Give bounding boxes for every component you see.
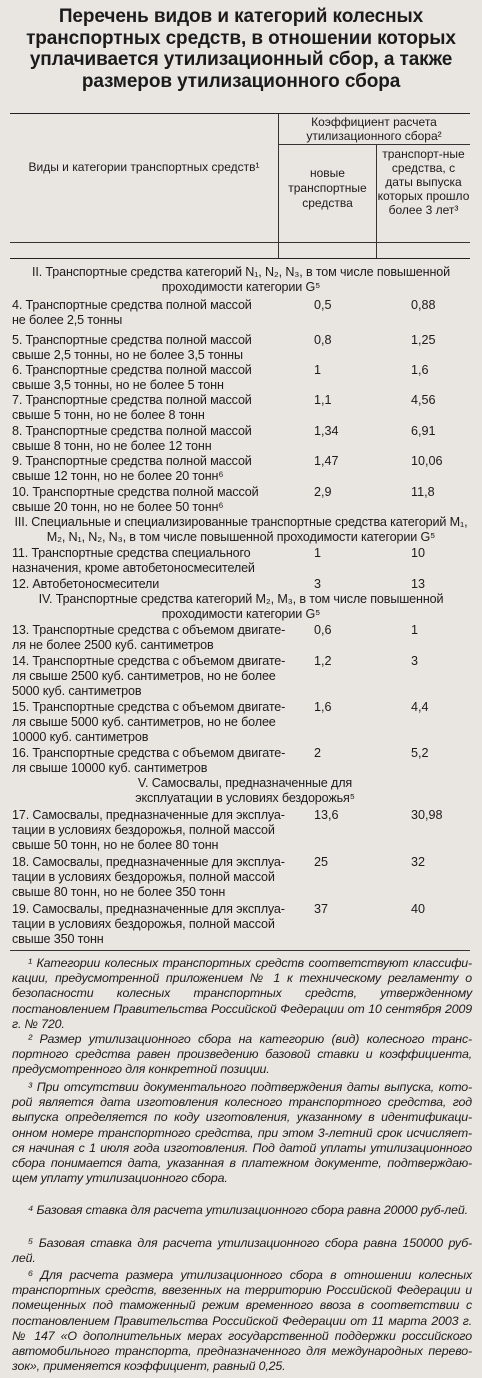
row-text: тации в условиях бездорожья, полной массой: [12, 823, 275, 837]
footnote: ³ При отсутствии документального подтверждения даты выпуска, кото-рой является дата изготовления колесного транспортного средства, год выпуска определяется по коду изготовления, указанному в идентификаци-онном номере транспортного средства, при этом 3-летний срок исчисляет-ся начиная с 1 июля года изготовления. Под датой уплаты утилизационного сбора понимается дата, указанная в платежном документе, подтверждаю-щем уплату утилизационного сбора.: [12, 1080, 472, 1186]
row-text: не более 2,5 тонны: [12, 313, 123, 327]
row-text: 11. Транспортные средства специального: [12, 546, 251, 560]
row-text: 9. Транспортные средства полной массой: [12, 454, 252, 468]
row-text: 5000 куб. сантиметров: [12, 684, 142, 698]
section-heading: V. Самосвалы, предназначенные для эксплуатации в условиях бездорожья⁵: [135, 776, 355, 805]
footnote: ⁴ Базовая ставка для расчета утилизационного сбора равна 20000 руб-лей.: [28, 1203, 468, 1217]
section-heading: II. Транспортные средства категорий N₁, N₂, N₃, в том числе повышенной проходимости категории G⁵: [32, 265, 450, 294]
row-new-value: 1,34: [314, 424, 339, 438]
row-old-value: 40: [411, 902, 426, 916]
row-text: 6. Транспортные средства полной массой: [12, 363, 252, 377]
row-text: свыше 12 тонн, но не более 20 тонн⁶: [12, 469, 224, 483]
row-new-value: 1: [314, 363, 322, 377]
header-kinds: Виды и категории транспортных средств¹: [28, 160, 260, 174]
row-new-value: 1,47: [314, 454, 339, 468]
row-text: 17. Самосвалы, предназначенные для эксплуа-: [12, 808, 285, 822]
row-new-value: 25: [314, 855, 329, 869]
row-text: 8. Транспортные средства полной массой: [12, 424, 252, 438]
footnote: ² Размер утилизационного сбора на категорию (вид) колесного транс-портного средства равен произведению базовой ставки и коэффициента, предусмотренного для конкретной позиции.: [12, 1032, 472, 1077]
row-text: свыше 80 тонн, но не более 350 тонн: [12, 885, 226, 899]
header-divider: [278, 144, 470, 145]
header-new: новые транспортные средства: [288, 166, 367, 210]
row-text: 14. Транспортные средства с объемом двигате-: [12, 654, 286, 668]
row-text: 4. Транспортные средства полной массой: [12, 298, 252, 312]
footnote: ⁶ Для расчета размера утилизационного сбора в отношении колесных транспортных средств, ввезенных на территорию Российской Федерации и помещенных под таможенный режим временного ввоза в соответствии с постановлением Правительства Российской Федерации от 11 марта 2003 г. № 147 «О дополнительных мерах государственной поддержки российского автомобильного транспорта, предназначенного для международных перево-зок», применяется коэффициент, равный 0,25.: [12, 1268, 472, 1374]
row-new-value: 1,2: [314, 654, 332, 668]
row-text: свыше 50 тонн, но не более 80 тонн: [12, 838, 219, 852]
header-old: транспорт-ные средства, с даты выпуска которых прошло более 3 лет³: [377, 147, 470, 217]
row-text: тации в условиях бездорожья, полной массой: [12, 917, 275, 931]
row-old-value: 0,88: [411, 298, 436, 312]
row-text: свыше 20 тонн, но не более 50 тонн⁶: [12, 500, 224, 514]
row-old-value: 32: [411, 855, 426, 869]
table-header: [10, 113, 470, 259]
row-old-value: 30,98: [411, 808, 443, 822]
row-new-value: 1: [314, 546, 322, 560]
row-new-value: 0,6: [314, 623, 332, 637]
row-text: ля не более 2500 куб. сантиметров: [12, 638, 214, 652]
row-text: 15. Транспортные средства с объемом двигате-: [12, 700, 286, 714]
header-divider: [10, 242, 470, 243]
row-old-value: 4,4: [411, 700, 429, 714]
row-text: свыше 8 тонн, но не более 12 тонн: [12, 439, 212, 453]
row-text: 19. Самосвалы, предназначенные для эксплуа-: [12, 902, 285, 916]
row-text: ля свыше 2500 куб. сантиметров, но не более: [12, 669, 276, 683]
row-text: 10. Транспортные средства полной массой: [12, 485, 259, 499]
row-old-value: 6,91: [411, 424, 436, 438]
row-new-value: 3: [314, 577, 322, 591]
row-new-value: 1,1: [314, 393, 332, 407]
row-text: свыше 350 тонн: [12, 932, 104, 946]
footnote: ⁵ Базовая ставка для расчета утилизационного сбора равна 150000 руб-лей.: [12, 1236, 472, 1266]
row-text: назначения, кроме автобетоносмесителей: [12, 561, 255, 575]
row-old-value: 1,25: [411, 333, 436, 347]
row-old-value: 5,2: [411, 746, 429, 760]
row-old-value: 13: [411, 577, 426, 591]
row-text: 18. Самосвалы, предназначенные для эксплуа-: [12, 855, 285, 869]
row-new-value: 13,6: [314, 808, 339, 822]
row-text: тации в условиях бездорожья, полной массой: [12, 870, 275, 884]
row-new-value: 2: [314, 746, 322, 760]
row-old-value: 1: [411, 623, 419, 637]
row-text: 12. Автобетоносмесители: [12, 577, 160, 591]
row-new-value: 0,8: [314, 333, 332, 347]
row-old-value: 11,8: [411, 485, 435, 499]
row-old-value: 10,06: [411, 454, 443, 468]
header-coefficient: Коэффициент расчета утилизационного сбора²: [306, 115, 442, 143]
table-bottom-rule: [10, 950, 470, 951]
row-text: 16. Транспортные средства с объемом двигате-: [12, 746, 286, 760]
row-new-value: 37: [314, 902, 329, 916]
row-text: свыше 5 тонн, но не более 8 тонн: [12, 408, 205, 422]
row-text: свыше 2,5 тонны, но не более 3,5 тонны: [12, 348, 243, 362]
section-heading: IV. Транспортные средства категорий M₂, M₃, в том числе повышенной проходимости категории G⁵: [38, 592, 444, 621]
row-new-value: 0,5: [314, 298, 332, 312]
row-new-value: 2,9: [314, 485, 332, 499]
row-text: ля свыше 10000 куб. сантиметров: [12, 761, 208, 775]
row-new-value: 1,6: [314, 700, 332, 714]
row-text: свыше 3,5 тонны, но не более 5 тонн: [12, 378, 224, 392]
row-old-value: 1,6: [411, 363, 429, 377]
row-text: ля свыше 5000 куб. сантиметров, но не более: [12, 715, 276, 729]
row-text: 10000 куб. сантиметров: [12, 730, 149, 744]
row-text: 5. Транспортные средства полной массой: [12, 333, 252, 347]
row-old-value: 3: [411, 654, 419, 668]
row-text: 7. Транспортные средства полной массой: [12, 393, 252, 407]
row-old-value: 4,56: [411, 393, 436, 407]
section-heading: III. Специальные и специализированные транспортные средства категорий M₁, M₂, N₁, N₂, N₃, в том числе повышенной проходимости категории G⁵: [14, 515, 468, 544]
footnote: ¹ Категории колесных транспортных средств соответствуют классифи-кации, предусмотренной приложением № 1 к техническому регламенту о безопасности колесных транспортных средств, утвержденному постановлением Правительства Российской Федерации от 10 сентября 2009 г. № 720.: [12, 956, 472, 1031]
row-text: 13. Транспортные средства с объемом двигате-: [12, 623, 286, 637]
page-title: Перечень видов и категорий колесных транспортных средств, в отношении которых уплачивается утилизационный сбор, а также размеров утилизационного сбора: [26, 6, 456, 92]
row-old-value: 10: [411, 546, 426, 560]
